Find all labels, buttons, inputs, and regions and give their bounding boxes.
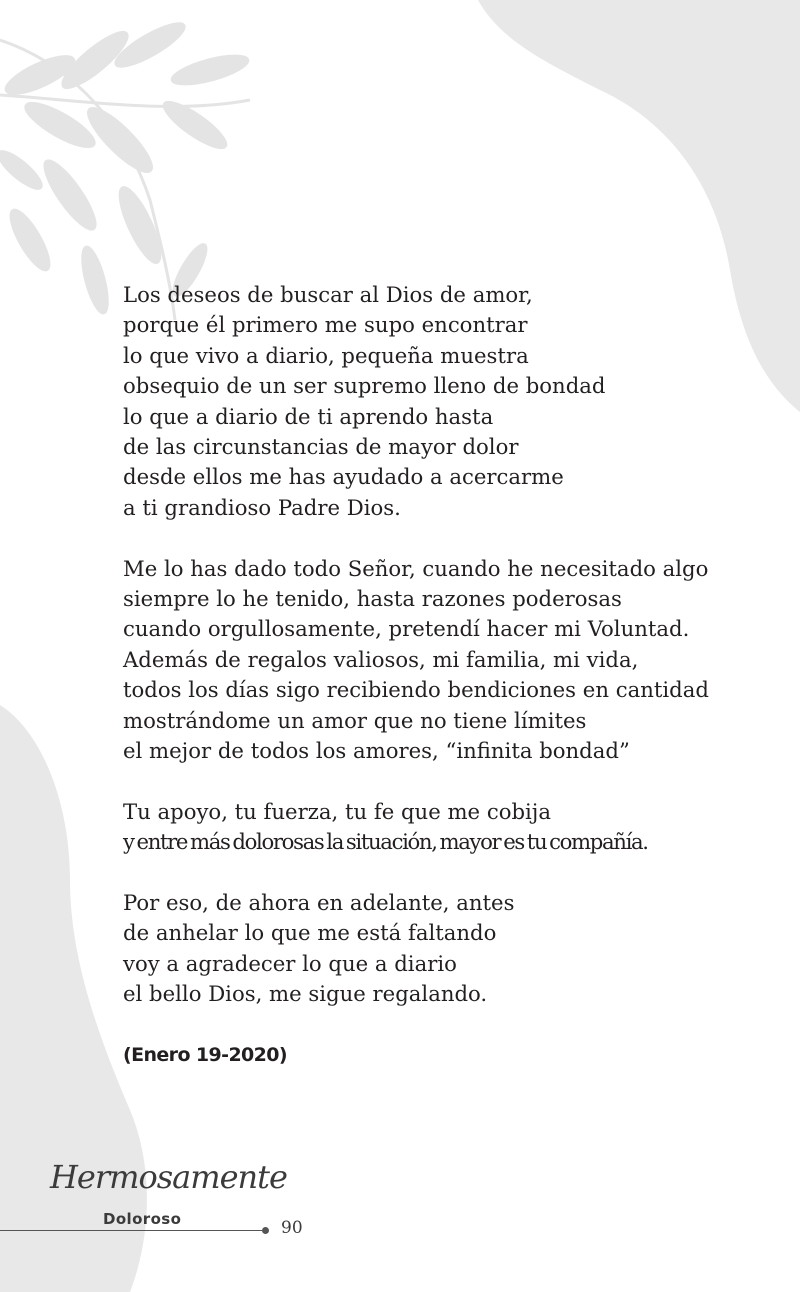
poem-line: el bello Dios, me sigue regalando. [123,981,488,1007]
poem-line: obsequio de un ser supremo lleno de bondad [123,373,606,399]
poem-line: a ti grandioso Padre Dios. [123,494,401,520]
poem-line: Tu apoyo, tu fuerza, tu fe que me cobija [123,798,551,824]
poem-line: Me lo has dado todo Señor, cuando he necesitado algo [123,555,709,581]
poem-line: desde ellos me has ayudado a acercarme [123,464,564,490]
poem-line: lo que a diario de ti aprendo hasta [123,403,494,429]
poem-line: el mejor de todos los amores, “infinita bondad” [123,738,630,764]
poem-stanza [123,280,763,523]
footer-rule [0,1230,262,1231]
poem-stanza [123,554,763,767]
book-logo-subtitle: Doloroso [103,1210,182,1228]
poem-stanza [123,797,763,858]
poem-line: Por eso, de ahora en adelante, antes [123,890,515,916]
poem-date: (Enero 19-2020) [123,1044,288,1067]
leaf-branch-icon [0,15,251,320]
poem-line: cuando orgullosamente, pretendí hacer mi Voluntad. [123,616,690,642]
poem-line: todos los días sigo recibiendo bendiciones en cantidad [123,677,709,703]
poem-line: mostrándome un amor que no tiene límites [123,707,587,733]
poem-line: Los deseos de buscar al Dios de amor, [123,282,533,307]
poem-line: siempre lo he tenido, hasta razones poderosas [123,586,622,612]
poem-line: y entre más dolorosas la situación, mayor es tu compañía. [123,829,648,855]
footer-dot-icon [262,1227,269,1234]
poem-stanza [123,888,763,1010]
poem-line: de anhelar lo que me está faltando [123,920,497,946]
poem-line: porque él primero me supo encontrar [123,312,528,338]
poem-line: voy a agradecer lo que a diario [123,950,457,976]
book-logo-script: Hermosamente [50,1158,287,1196]
poem-line: lo que vivo a diario, pequeña muestra [123,342,529,368]
page-footer [0,1130,320,1250]
page-number: 90 [281,1218,303,1238]
poem-line: Además de regalos valiosos, mi familia, mi vida, [123,646,639,672]
poem-body [123,280,763,1070]
poem-line: de las circunstancias de mayor dolor [123,434,519,460]
